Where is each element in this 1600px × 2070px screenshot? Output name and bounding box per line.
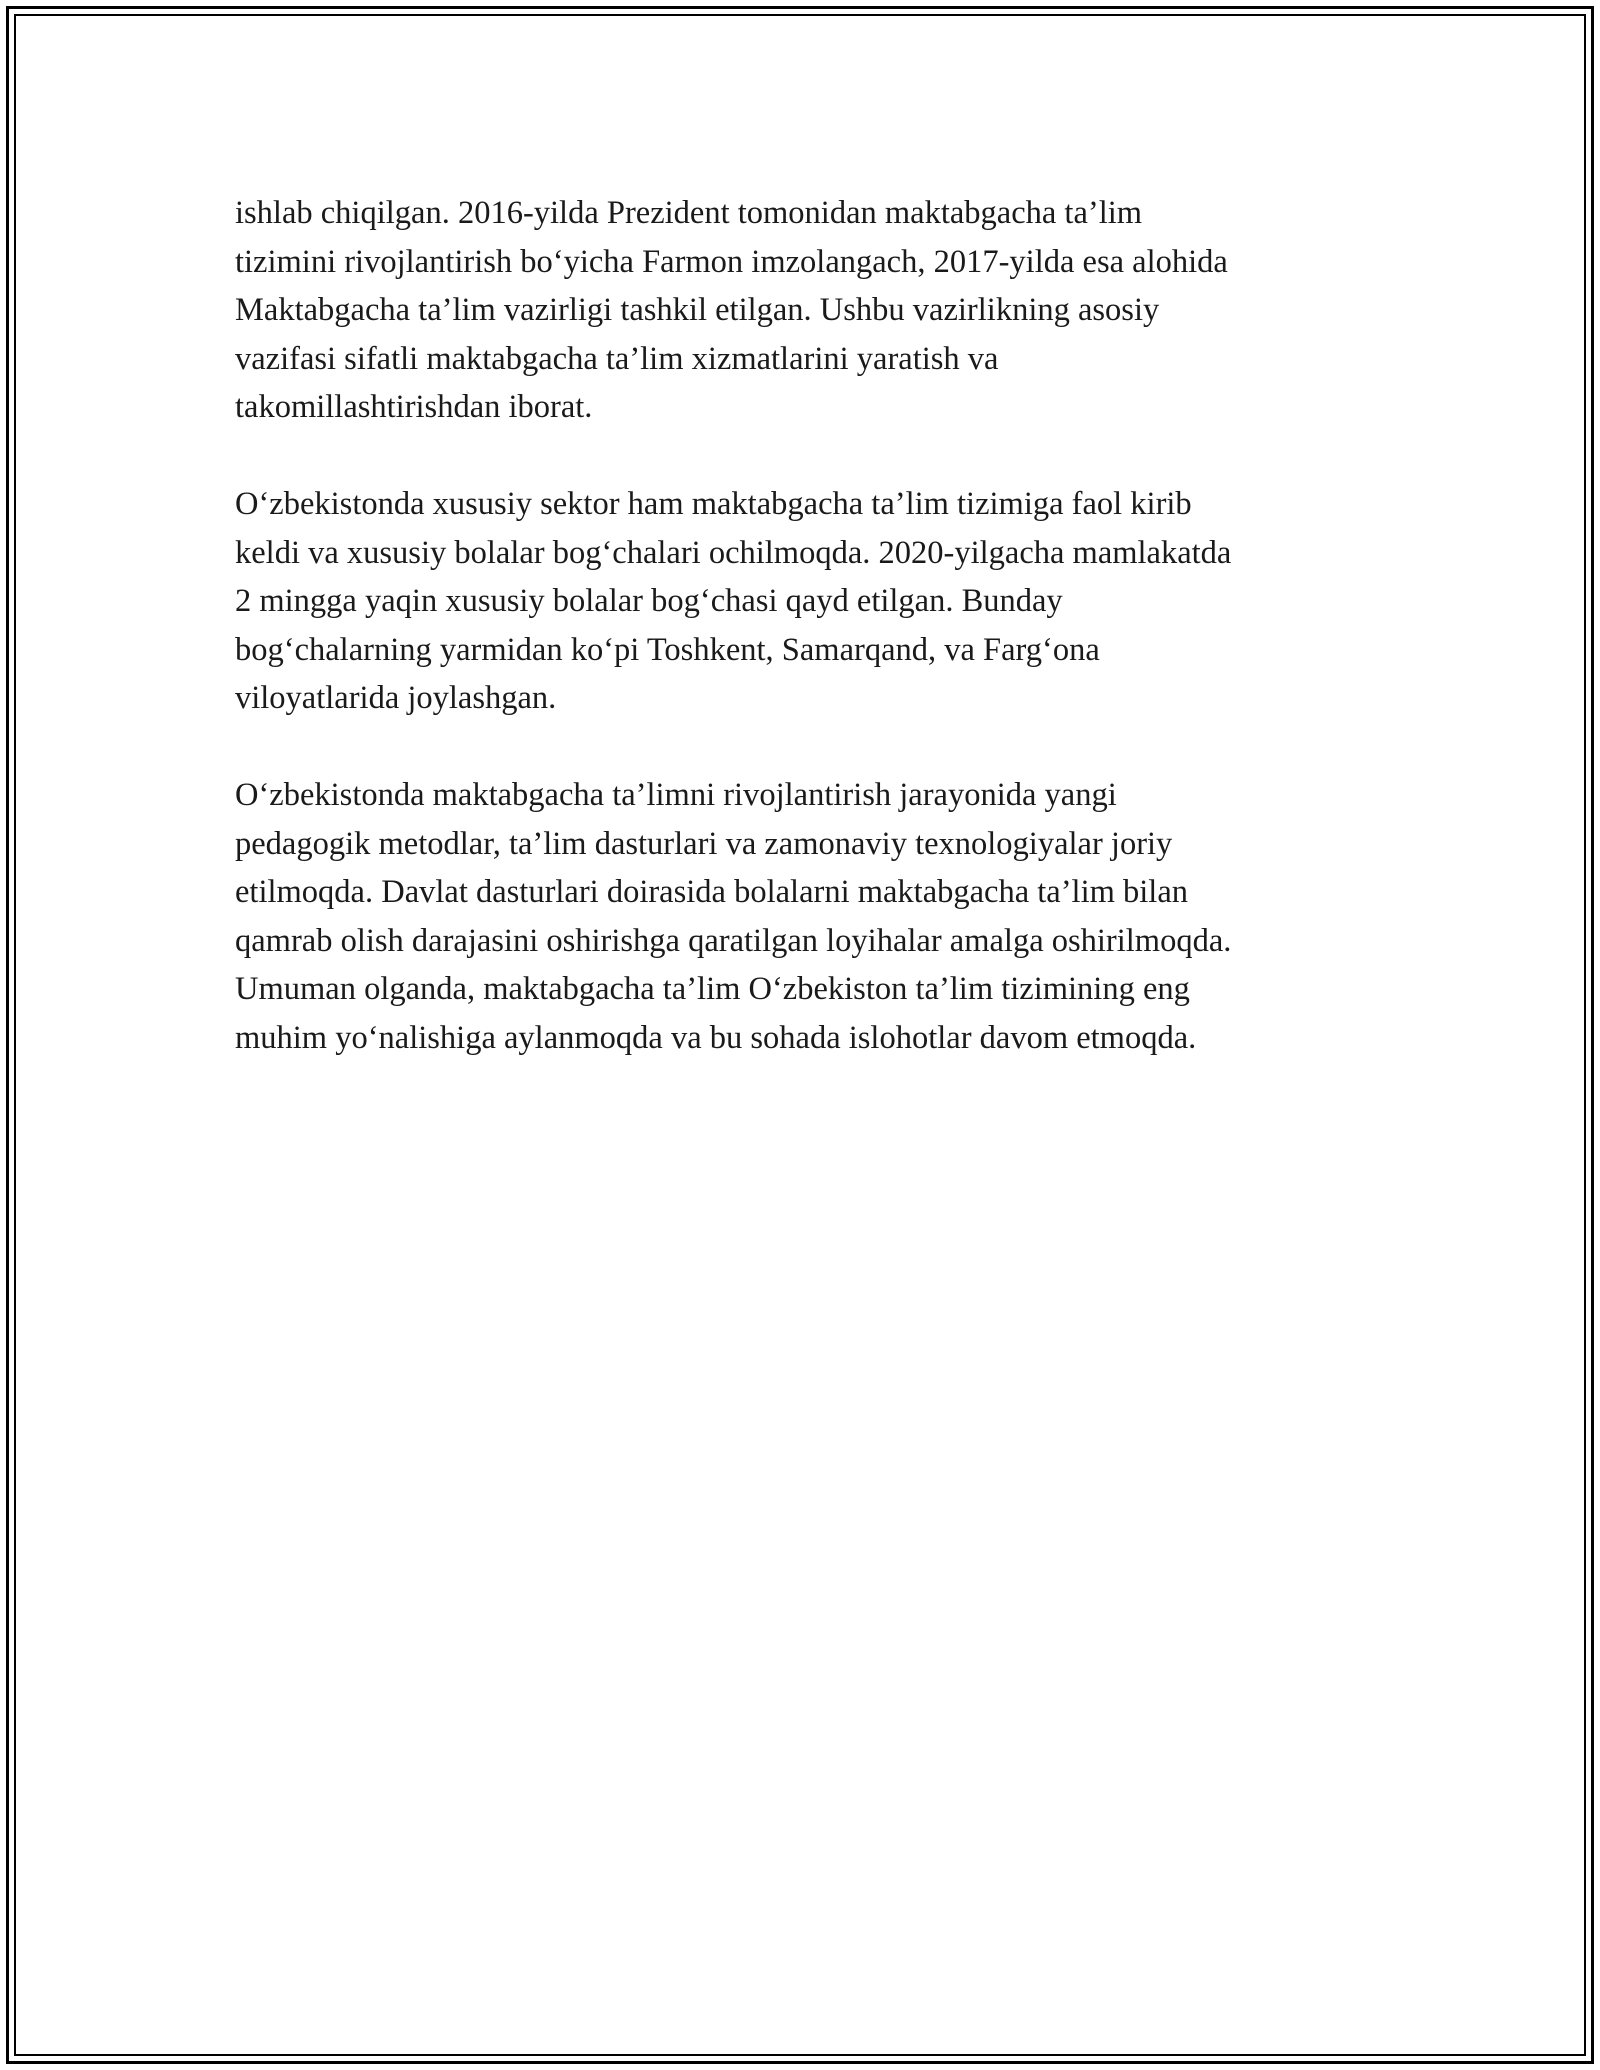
document-body [235,189,1365,1111]
text-line: tizimini rivojlantirish bo‘yicha Farmon imzolangach, 2017-yilda esa alohida [235,243,1228,280]
paragraph-1 [235,189,1365,432]
text-line: O‘zbekistonda xususiy sektor ham maktabgacha ta’lim tizimiga faol kirib [235,486,1192,522]
text-line: vazifasi sifatli maktabgacha ta’lim xizmatlarini yaratish va [235,340,999,377]
text-line: Umuman olganda, maktabgacha ta’lim O‘zbekiston ta’lim tizimining eng [235,971,1190,1007]
text-line: O‘zbekistonda maktabgacha ta’limni rivojlantirish jarayonida yangi [235,777,1117,813]
text-line: viloyatlarida joylashgan. [235,680,557,716]
text-line: qamrab olish darajasini oshirishga qaratilgan loyihalar amalga oshirilmoqda. [235,922,1232,959]
text-line: ishlab chiqilgan. 2016-yilda Prezident tomonidan maktabgacha ta’lim [235,195,1143,231]
text-line: muhim yo‘nalishiga aylanmoqda va bu sohada islohotlar davom etmoqda. [235,1019,1197,1056]
text-line: keldi va xususiy bolalar bog‘chalari ochilmoqda. 2020-yilgacha mamlakatda [235,534,1232,571]
text-line: pedagogik metodlar, ta’lim dasturlari va zamonaviy texnologiyalar joriy [235,825,1173,862]
text-line: bog‘chalarning yarmidan ko‘pi Toshkent, Samarqand, va Farg‘ona [235,631,1100,668]
paragraph-3 [235,771,1365,1062]
paragraph-2 [235,480,1365,723]
text-line: etilmoqda. Davlat dasturlari doirasida bolalarni maktabgacha ta’lim bilan [235,874,1189,910]
text-line: 2 mingga yaqin xususiy bolalar bog‘chasi qayd etilgan. Bunday [235,583,1063,619]
text-line: Maktabgacha ta’lim vazirligi tashkil etilgan. Ushbu vazirlikning asosiy [235,292,1160,328]
text-line: takomillashtirishdan iborat. [235,389,593,425]
